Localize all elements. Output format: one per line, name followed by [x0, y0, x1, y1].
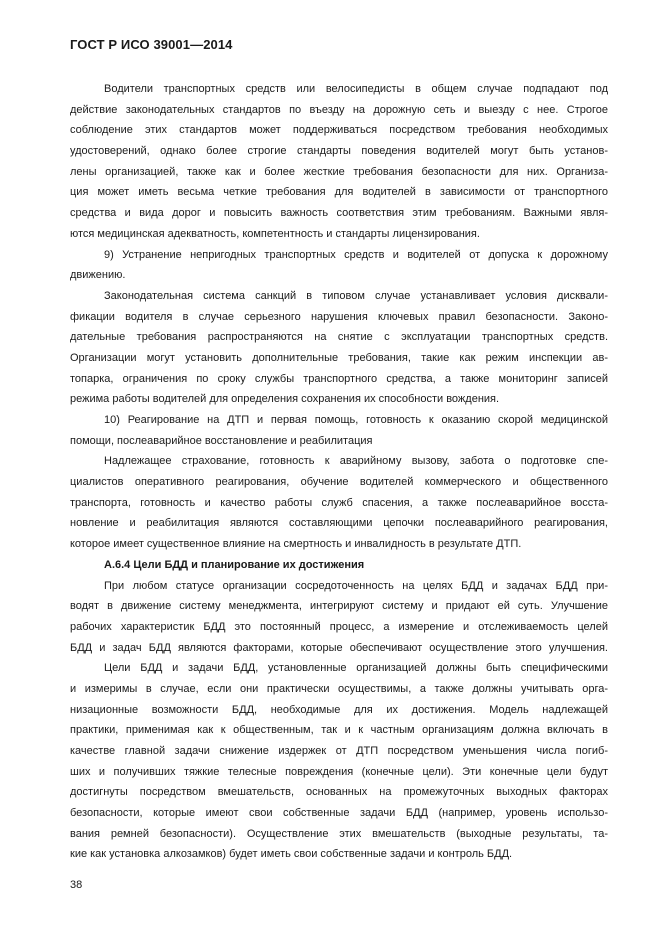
text-line: низационные возможности БДД, необходимые для их достижения. Модель надлежащей: [70, 703, 608, 716]
text-line: 9) Устранение непригодных транспортных средств и водителей от допуска к дорожному: [104, 248, 608, 261]
text-line: лены организацией, также как и более жесткие требования безопасности для них. Организа-: [70, 165, 608, 178]
text-line: циалистов оперативного реагирования, обучение водителей коммерческого и общественного: [70, 476, 608, 489]
text-line: Цели БДД и задачи БДД, установленные организацией должны быть специфическими: [104, 662, 608, 675]
section-heading: А.6.4 Цели БДД и планирование их достижения: [104, 558, 365, 571]
text-line: безопасности, которые имеют свои собственные задачи БДД (например, уровень использо-: [70, 807, 608, 820]
text-line: дательные требования распространяются на снятие с эксплуатации транспортных средств.: [70, 331, 608, 344]
text-line: новление и реабилитация являются составляющими цепочки послеаварийного реагирования,: [70, 517, 608, 530]
document-header: ГОСТ Р ИСО 39001—2014: [70, 37, 233, 52]
text-line: БДД и задач БДД являются факторами, которые обеспечивают осуществление этого улучшения.: [70, 641, 608, 654]
text-line: ются медицинская адекватность, компетентность и стандарты лицензирования.: [70, 227, 480, 240]
text-line: рабочих характеристик БДД это постоянный процесс, а измерение и отслеживаемость целей: [70, 620, 608, 633]
text-line: ших и получивших тяжкие телесные повреждения (конечные цели). Эти конечные цели будут: [70, 765, 608, 778]
text-line: Законодательная система санкций в типовом случае устанавливает условия дисквали-: [104, 289, 608, 302]
text-line: транспорта, готовность и качество работы служб спасения, а также послеаварийное восста-: [70, 496, 608, 509]
text-line: качестве главной задачи снижение издержек от ДТП посредством уменьшения числа погиб-: [70, 745, 608, 757]
document-body: [70, 79, 608, 865]
text-line: Водители транспортных средств или велосипедисты в общем случае подпадают под: [104, 83, 608, 95]
text-line: средства и вида дорог и повысить важность соответствия этим требованиям. Важными явля-: [70, 207, 608, 220]
text-line: достигнуты посредством вмешательств, основанных на промежуточных выходных факторах: [70, 786, 608, 799]
text-line: действие законодательных стандартов по въезду на дорожную сеть и выезду с нее. Строгое: [70, 103, 608, 116]
text-line: Организации могут установить дополнительные требования, такие как режим инспекции ав-: [70, 351, 608, 364]
text-line: помощи, послеаварийное восстановление и реабилитация: [70, 434, 373, 447]
text-line: фикации водителя в случае серьезного нарушения ключевых правил безопасности. Законо-: [70, 310, 608, 323]
text-line: практики, применимая как к общественным, так и к частным организациям должна включать в: [70, 724, 608, 737]
text-line: ция может иметь весьма четкие требования для водителей в зависимости от транспортного: [70, 186, 608, 199]
text-line: и измеримы в случае, если они практически осуществимы, а также должны учитывать орга-: [70, 682, 608, 695]
text-line: водят в движение систему менеджмента, интегрируют систему и придают ей суть. Улучшение: [70, 600, 608, 613]
text-line: вания ремней безопасности). Осуществление этих вмешательств (выходные результаты, та-: [70, 827, 608, 840]
text-line: движению.: [70, 269, 126, 282]
text-line: которое имеет существенное влияние на смертность и инвалидность в результате ДТП.: [70, 538, 522, 551]
text-line: 10) Реагирование на ДТП и первая помощь, готовность к оказанию скорой медицинской: [104, 414, 608, 426]
text-line: соблюдение этих стандартов может поддерживаться посредством требования необходимых: [70, 124, 608, 137]
text-line: Надлежащее страхование, готовность к аварийному вызову, забота о подготовке спе-: [104, 455, 608, 468]
text-line: При любом статусе организации сосредоточенность на целях БДД и задачах БДД при-: [104, 579, 608, 592]
text-line: кие как установка алкозамков) будет иметь свои собственные задачи и контроль БДД.: [70, 848, 513, 861]
text-line: удостоверений, однако более строгие стандарты поведения водителей могут быть установ-: [70, 145, 608, 158]
page-number: 38: [70, 879, 83, 891]
text-line: топарка, ограничения по сроку службы транспортного средства, а также мониторинг записей: [70, 372, 608, 385]
text-line: режима работы водителей для определения сохранения их способности вождения.: [70, 393, 500, 406]
